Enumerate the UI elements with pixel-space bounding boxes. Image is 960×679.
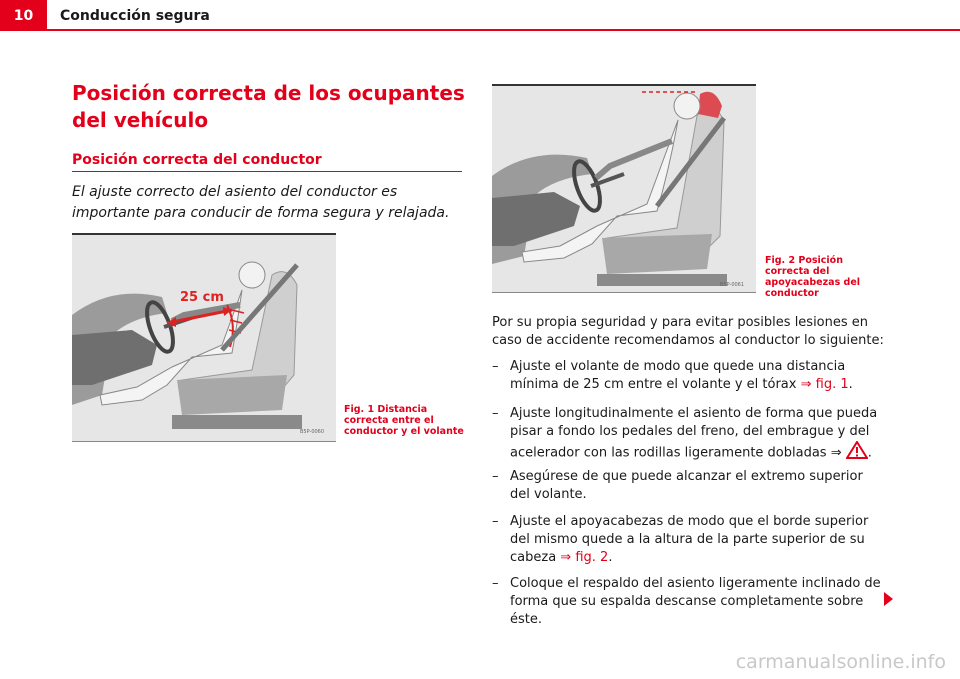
fig2-reference-link[interactable]: ⇒ fig. 2 <box>560 550 609 565</box>
list-item: – Ajuste el apoyacabezas de modo que el borde superior del mismo quede a la altura de la parte superior de su cabeza ⇒ fig. 2. <box>492 514 869 565</box>
list-item: – Asegúrese de que puede alcanzar el extremo superior del volante. <box>492 469 863 502</box>
fig1-code: B5P-0060 <box>300 429 325 435</box>
warning-icon[interactable] <box>846 441 868 465</box>
figure-2-caption: Fig. 2 Posición correcta del apoyacabezas del conductor <box>765 255 861 299</box>
list-item: – Ajuste el volante de modo que quede una distancia mínima de 25 cm entre el volante y el tórax ⇒ fig. 1. <box>492 359 853 392</box>
next-page-arrow-icon[interactable] <box>884 592 893 606</box>
fig2-code: B5P-0061 <box>720 282 745 288</box>
figure-2-image <box>492 84 756 293</box>
fig1-reference-link[interactable]: ⇒ fig. 1 <box>800 377 849 392</box>
header-rule <box>47 29 960 31</box>
running-header: Conducción segura <box>60 8 210 24</box>
figure-1-caption: Fig. 1 Distancia correcta entre el conductor y el volante <box>344 404 464 437</box>
subtitle-rule <box>72 171 462 172</box>
figure-1-image <box>72 233 336 442</box>
list-item: – Coloque el respaldo del asiento ligeramente inclinado de forma que su espalda descanse completamente sobre éste. <box>492 576 881 627</box>
intro-text: El ajuste correcto del asiento del conductor es importante para conducir de forma segura y relajada. <box>72 184 450 221</box>
watermark: carmanualsonline.info <box>735 651 946 673</box>
section-subtitle: Posición correcta del conductor <box>72 152 322 168</box>
fig1-measure-label: 25 cm <box>180 290 224 305</box>
lead-paragraph: Por su propia seguridad y para evitar posibles lesiones en caso de accidente recomendamos al conductor lo siguiente: <box>492 315 884 348</box>
page-number: 10 <box>0 0 47 31</box>
list-item: – Ajuste longitudinalmente el asiento de forma que pueda pisar a fondo los pedales del freno, del embrague y del acelerador con las rodillas ligeramente dobladas ⇒ . <box>492 405 884 465</box>
section-title: Posición correcta de los ocupantes del vehículo <box>72 81 465 132</box>
